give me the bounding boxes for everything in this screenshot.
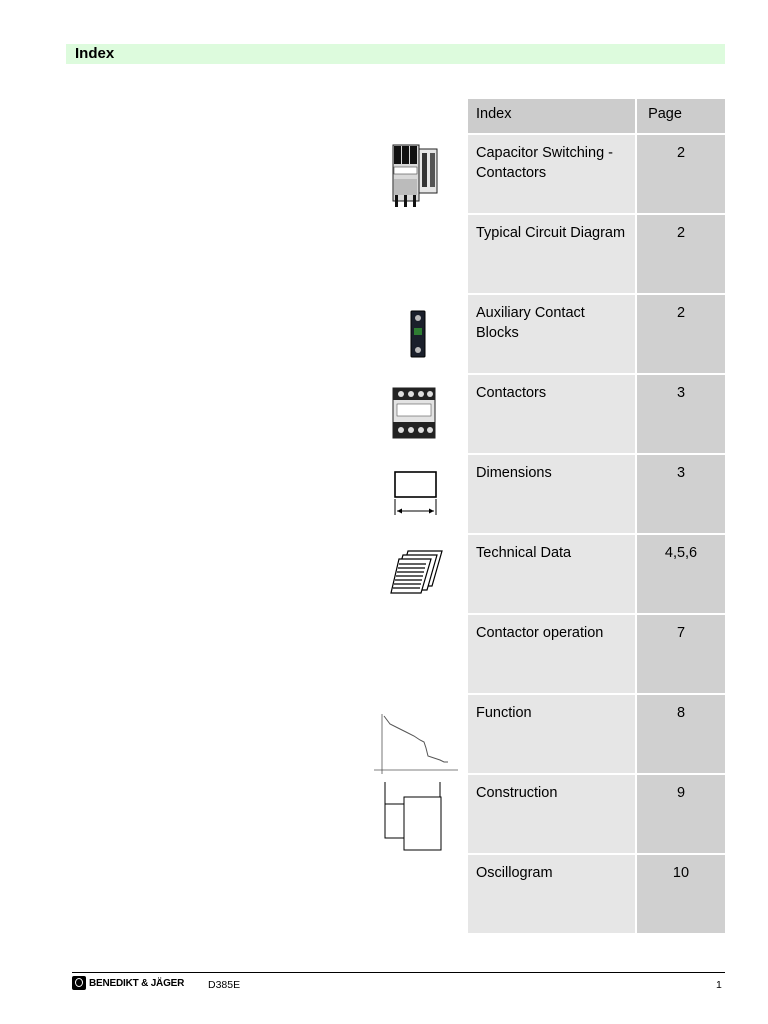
row-label: Typical Circuit Diagram (468, 215, 635, 293)
row-page-number: 2 (637, 295, 725, 373)
function-graph-icon (374, 712, 460, 776)
row-page-number: 7 (637, 615, 725, 693)
row-label: Construction (468, 775, 635, 853)
section-title-bar (66, 44, 725, 64)
logo-text: BENEDIKT & JÄGER (89, 977, 185, 989)
table-row[interactable] (468, 215, 725, 295)
documents-icon (390, 548, 444, 596)
table-row[interactable] (468, 535, 725, 615)
row-page-number: 8 (637, 695, 725, 773)
index-table (468, 99, 725, 935)
row-label: Contactors (468, 375, 635, 453)
table-row[interactable] (468, 855, 725, 935)
page-title: Index (75, 45, 115, 62)
table-row[interactable] (468, 135, 725, 215)
footer-divider (72, 972, 725, 973)
company-logo (72, 975, 184, 991)
table-row[interactable] (468, 295, 725, 375)
row-page-number: 4,5,6 (637, 535, 725, 613)
row-label: Oscillogram (468, 855, 635, 933)
auxiliary-contact-block-icon (408, 310, 428, 358)
row-label: Function (468, 695, 635, 773)
row-page-number: 3 (637, 455, 725, 533)
table-row[interactable] (468, 695, 725, 775)
row-label: Contactor operation (468, 615, 635, 693)
row-page-number: 2 (637, 215, 725, 293)
row-label: Technical Data (468, 535, 635, 613)
page-number: 1 (716, 979, 722, 991)
table-row[interactable] (468, 615, 725, 695)
row-page-number: 3 (637, 375, 725, 453)
construction-icon (380, 780, 446, 854)
row-label: Capacitor Switching - Contactors (468, 135, 635, 213)
logo-mark-icon (72, 976, 86, 990)
row-label: Dimensions (468, 455, 635, 533)
row-page-number: 10 (637, 855, 725, 933)
row-page-number: 9 (637, 775, 725, 853)
row-page-number: 2 (637, 135, 725, 213)
table-header-row (468, 99, 725, 135)
document-code: D385E (208, 979, 241, 991)
row-label: Auxiliary Contact Blocks (468, 295, 635, 373)
dimensions-icon (391, 469, 439, 517)
capacitor-contactor-icon (390, 143, 442, 211)
table-row[interactable] (468, 375, 725, 455)
table-row[interactable] (468, 455, 725, 535)
table-row[interactable] (468, 775, 725, 855)
contactor-icon (391, 384, 439, 442)
page-column-header: Page (637, 99, 725, 133)
index-column-header: Index (468, 99, 635, 133)
